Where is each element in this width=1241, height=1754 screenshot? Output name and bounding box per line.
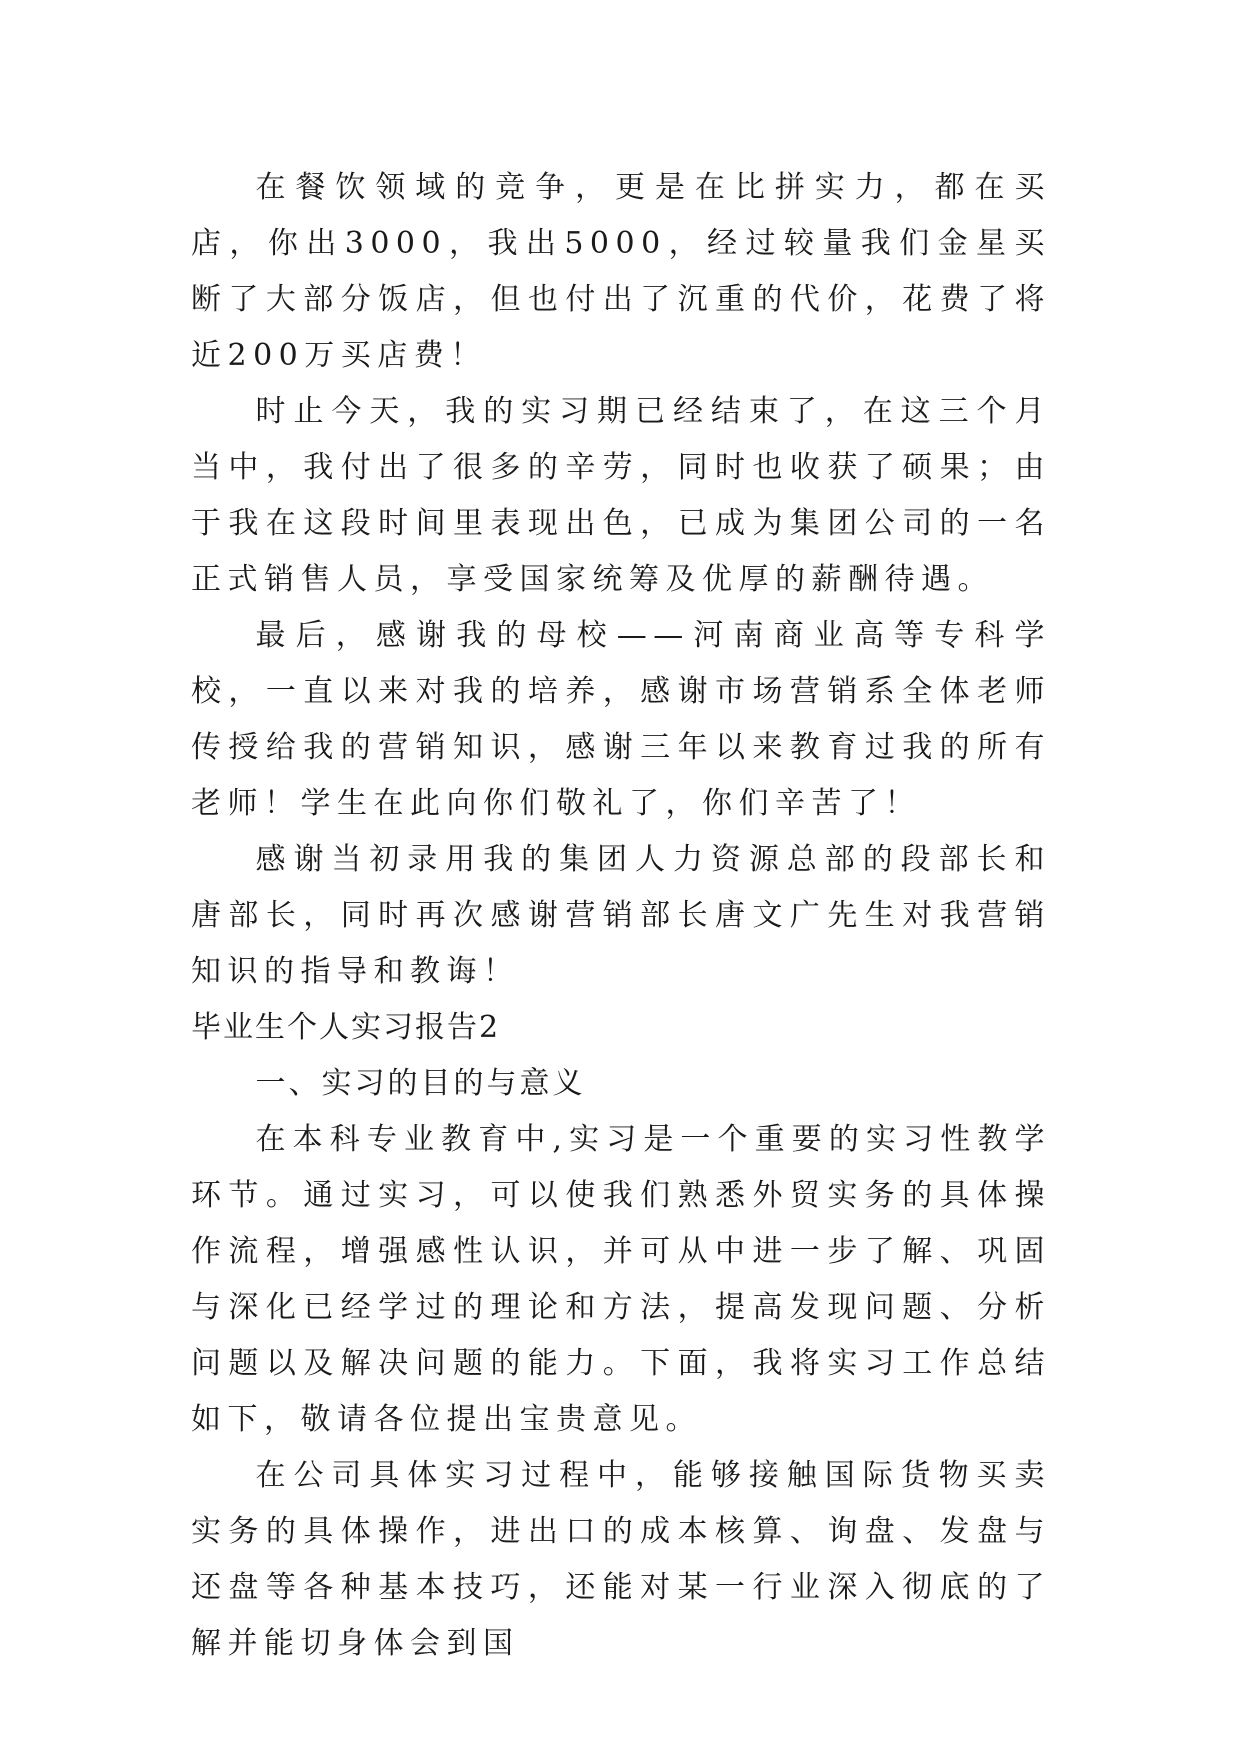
paragraph-internship-purpose: 在本科专业教育中,实习是一个重要的实习性教学环节。通过实习，可以使我们熟悉外贸实务的具体操作流程，增强感性认识，并可从中进一步了解、巩固与深化已经学过的理论和方法，提高发现问题、分析问题以及解决问题的能力。下面，我将实习工作总结如下，敬请各位提出宝贵意见。 [191,1122,1051,1437]
paragraph-thanks-school: 最后，感谢我的母校——河南商业高等专科学校，一直以来对我的培养，感谢市场营销系全体老师传授给我的营销知识，感谢三年以来教育过我的所有老师！学生在此向你们敬礼了，你们辛苦了！ [191,618,1051,821]
paragraph-internship-process: 在公司具体实习过程中，能够接触国际货物买卖实务的具体操作，进出口的成本核算、询盘、发盘与还盘等各种基本技巧，还能对某一行业深入彻底的了解并能切身体会到国 [191,1458,1051,1661]
subsection-title: 一、实习的目的与意义 [255,1066,586,1101]
paragraph-thanks-managers: 感谢当初录用我的集团人力资源总部的段部长和唐部长，同时再次感谢营销部长唐文广先生对我营销知识的指导和教诲！ [191,842,1051,989]
document-body [191,160,1051,1672]
section-title: 毕业生个人实习报告2 [191,1010,501,1045]
paragraph-restaurant-competition: 在餐饮领域的竞争，更是在比拼实力，都在买店，你出3000，我出5000，经过较量我们金星买断了大部分饭店，但也付出了沉重的代价，花费了将近200万买店费！ [191,170,1051,373]
paragraph-internship-end: 时止今天，我的实习期已经结束了，在这三个月当中，我付出了很多的辛劳，同时也收获了硕果；由于我在这段时间里表现出色，已成为集团公司的一名正式销售人员，享受国家统筹及优厚的薪酬待遇。 [191,394,1051,597]
